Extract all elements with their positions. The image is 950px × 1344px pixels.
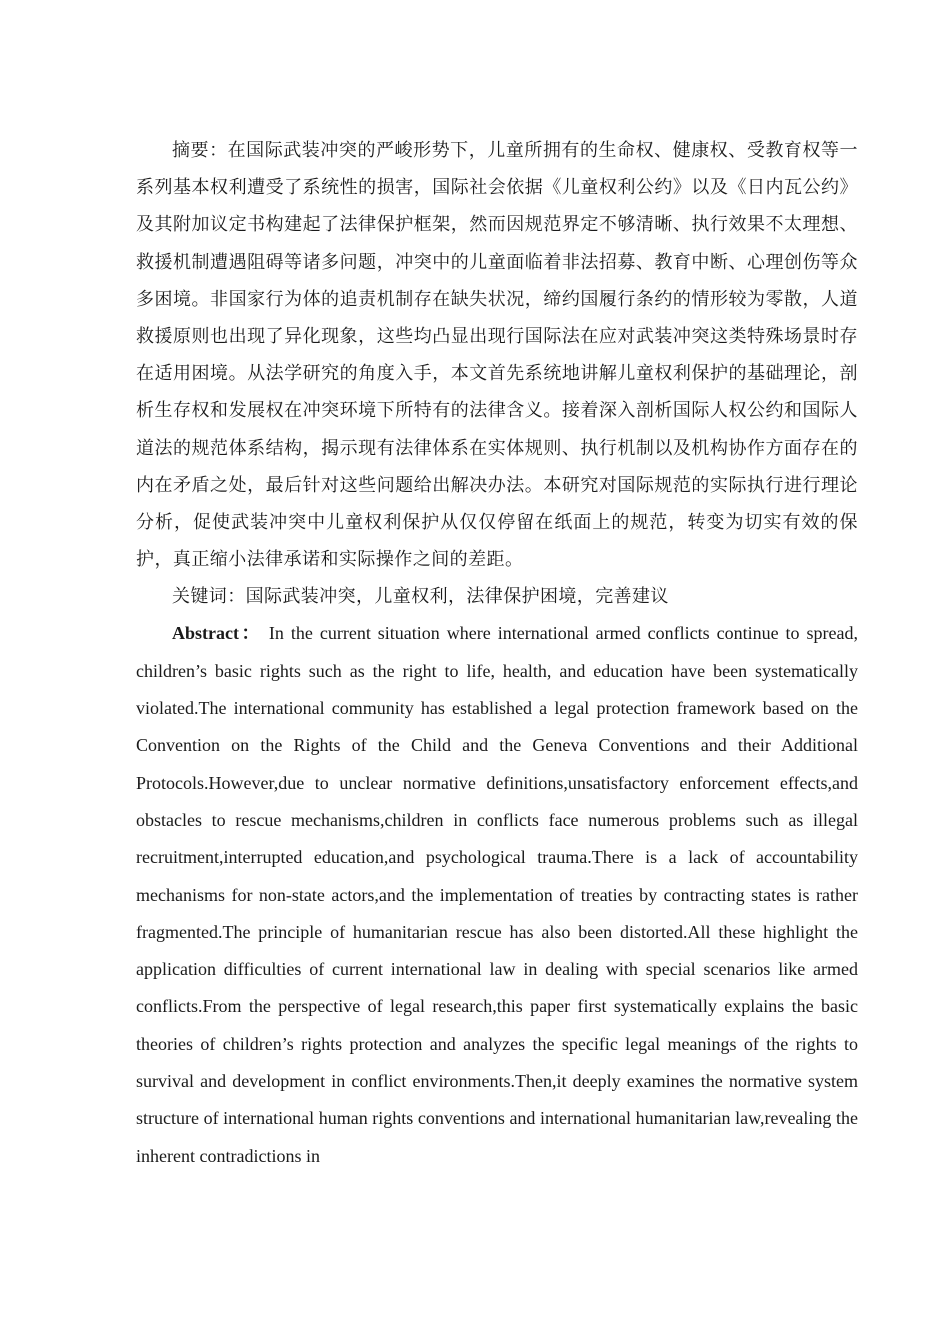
chinese-abstract-text: 在国际武装冲突的严峻形势下，儿童所拥有的生命权、健康权、受教育权等一系列基本权利遭受了系统性的损害，国际社会依据《儿童权利公约》以及《日内瓦公约》及其附加议定书构建起了法律保护框架，然而因规范界定不够清晰、执行效果不太理想、救援机制遭遇阻碍等诸多问题，冲突中的儿童面临着非法招募、教育中断、心理创伤等众多困境。非国家行为体的追责机制存在缺失状况，缔约国履行条约的情形较为零散，人道救援原则也出现了异化现象，这些均凸显出现行国际法在应对武装冲突这类特殊场景时存在适用困境。从法学研究的角度入手，本文首先系统地讲解儿童权利保护的基础理论，剖析生存权和发展权在冲突环境下所特有的法律含义。接着深入剖析国际人权公约和国际人道法的规范体系结构，揭示现有法律体系在实体规则、执行机制以及机构协作方面存在的内在矛盾之处，最后针对这些问题给出解决办法。本研究对国际规范的实际执行进行理论分析，促使武装冲突中儿童权利保护从仅仅停留在纸面上的规范，转变为切实有效的保护，真正缩小法律承诺和实际操作之间的差距。 (136, 140, 859, 571)
chinese-keywords-label: 关键词： (172, 586, 246, 608)
chinese-abstract-label: 摘要： (172, 140, 228, 161)
chinese-keywords-paragraph (136, 578, 858, 615)
english-abstract-label: Abstract： (172, 623, 262, 644)
document-page (136, 132, 858, 1175)
english-abstract-paragraph (136, 615, 858, 1174)
english-abstract-text: In the current situation where international armed conflicts continue to spread, children’s basic rights such as the right to life, health, and education have been systematically violated.The international community has established a legal protection framework based on the Convention on the Rights of the Child and the Geneva Conventions and their Additional Protocols.However,due to unclear normative definitions,unsatisfactory enforcement effects,and obstacles to rescue mechanisms,children in conflicts face numerous problems such as illegal recruitment,interrupted education,and psychological trauma.There is a lack of accountability mechanisms for non-state actors,and the implementation of treaties by contracting states is rather fragmented.The principle of humanitarian rescue has also been distorted.All these highlight the application difficulties of current international law in dealing with special scenarios like armed conflicts.From the perspective of legal research,this paper first systematically explains the basic theories of children’s rights protection and analyzes the specific legal meanings of the rights to survival and development in conflict environments.Then,it deeply examines the normative system structure of international human rights conventions and international humanitarian law,revealing the inherent contradictions in (136, 623, 858, 1166)
chinese-abstract-paragraph (136, 132, 858, 578)
chinese-keywords-text: 国际武装冲突，儿童权利，法律保护困境，完善建议 (245, 586, 669, 608)
